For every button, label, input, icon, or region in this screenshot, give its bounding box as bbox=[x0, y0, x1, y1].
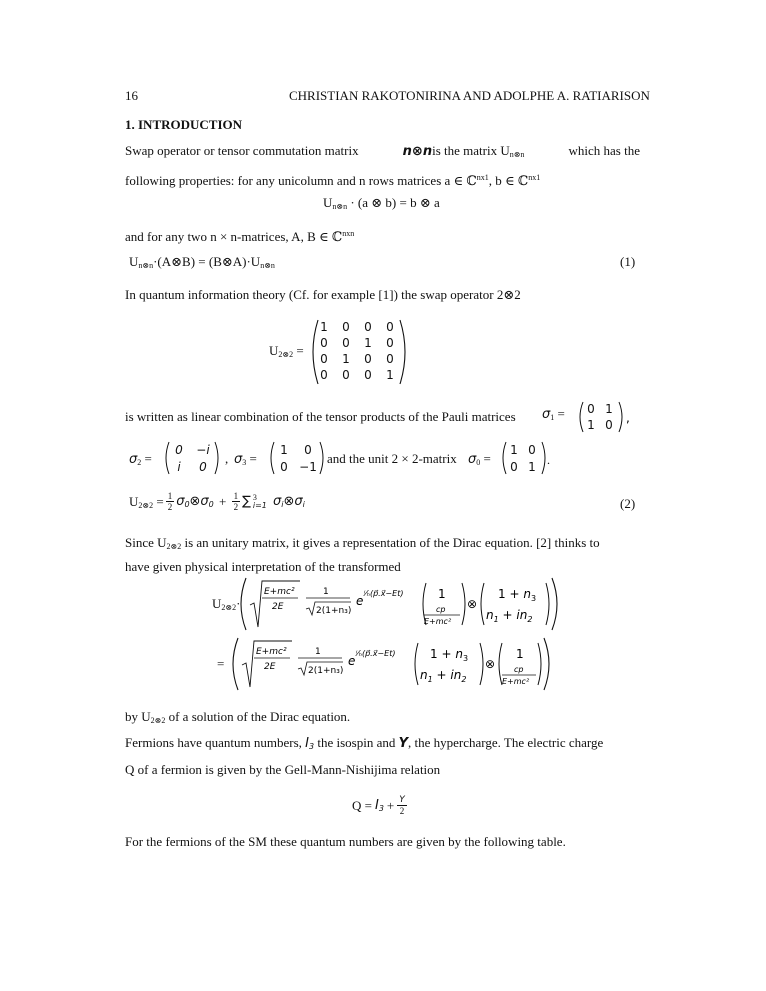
p2-sup: nxn bbox=[342, 229, 355, 238]
svg-text:e: e bbox=[348, 654, 356, 668]
paragraph-3: In quantum information theory (Cf. for example [1]) the swap operator 2⊗2 bbox=[125, 287, 521, 302]
matrix-cell: 0 bbox=[320, 368, 328, 382]
svg-text:1: 1 bbox=[315, 647, 321, 657]
p5-a: Since U bbox=[125, 535, 167, 550]
matrix-cell: 0 bbox=[605, 418, 613, 432]
svg-text:1 + n3: $1 + n_3$ bbox=[498, 587, 537, 603]
page-number: 16 bbox=[125, 88, 138, 103]
svg-text:E+mc²: E+mc² bbox=[424, 617, 452, 626]
svg-text:cp: cp bbox=[514, 665, 524, 674]
u22-sub: 2⊗2 bbox=[278, 350, 294, 359]
matrix-cell: 0 bbox=[510, 460, 518, 474]
matrix-cell: 0 bbox=[386, 336, 394, 350]
gell-mann-nishijima-equation: Q = $I_3$ + $\frac{Y}{2}$ bbox=[352, 795, 405, 816]
paragraph-5-line-2: have given physical interpretation of the transformed bbox=[125, 559, 401, 574]
u22-eq: = bbox=[293, 343, 304, 358]
matrix-cell: 0 bbox=[280, 460, 288, 474]
p1-text-b: is the matrix U bbox=[432, 143, 510, 158]
matrix-cell: 0 bbox=[342, 320, 350, 334]
p1-math: n⊗n bbox=[402, 144, 433, 159]
equation-swap-property bbox=[323, 195, 440, 211]
p1-line2-mid: , b ∈ ℂ bbox=[488, 173, 529, 188]
eq1-body: ·(A⊗B) = (B⊗A)·U bbox=[153, 254, 261, 269]
matrix-cell: 0 bbox=[199, 460, 207, 474]
equation-2-number: (2) bbox=[620, 496, 636, 511]
running-title: CHRISTIAN RAKOTONIRINA AND ADOLPHE A. RATIARISON bbox=[289, 88, 650, 103]
matrix-cell: 0 bbox=[364, 320, 372, 334]
svg-text:1: 1 bbox=[516, 647, 524, 661]
matrix-cell: 0 bbox=[587, 402, 595, 416]
p7-b: the isospin and bbox=[317, 735, 396, 750]
matrix-cell: 1 bbox=[280, 443, 288, 457]
svg-text:.: . bbox=[547, 453, 550, 467]
p1-sup2: nx1 bbox=[528, 173, 541, 182]
svg-text:2E: 2E bbox=[272, 602, 284, 612]
eq0-u: U bbox=[323, 195, 333, 210]
matrix-cell: 0 bbox=[342, 368, 350, 382]
svg-text:,: , bbox=[626, 411, 630, 425]
p1-text-a: Swap operator or tensor commutation matrix bbox=[125, 143, 359, 158]
matrix-cell: 1 bbox=[528, 460, 536, 474]
p1-text-c: which has the bbox=[568, 143, 640, 158]
paragraph-1-line-1 bbox=[125, 143, 640, 159]
dirac-equation-line-1 bbox=[238, 575, 568, 633]
eq0-sub: n⊗n bbox=[332, 202, 348, 211]
p7-c: , the hypercharge. The electric charge bbox=[408, 735, 604, 750]
p5-sub: 2⊗2 bbox=[166, 542, 182, 551]
svg-text:1 + n3: $1 + n_3$ bbox=[430, 647, 469, 663]
paragraph-8: Q of a fermion is given by the Gell-Mann-Nishijima relation bbox=[125, 762, 441, 777]
svg-text:E+mc²: E+mc² bbox=[256, 647, 287, 657]
matrix-cell: 1 bbox=[587, 418, 595, 432]
paragraph-9: For the fermions of the SM these quantum numbers are given by the following table. bbox=[125, 834, 566, 849]
u22-matrix bbox=[310, 318, 410, 386]
svg-text:n1 + in2: $n_1 + in_2$ bbox=[420, 668, 467, 684]
p1-line2-text: following properties: for any unicolumn and n rows matrices a ∈ ℂ bbox=[125, 173, 477, 188]
paragraph-5-line-1 bbox=[125, 535, 640, 551]
svg-text:e: e bbox=[356, 594, 364, 608]
svg-text:⊗: ⊗ bbox=[467, 597, 478, 611]
u22-u: U bbox=[269, 343, 279, 358]
svg-text:ⁱ⁄ₕ(p⃗.x⃗−Et): ⁱ⁄ₕ(p⃗.x⃗−Et) bbox=[364, 589, 404, 598]
sigma1-label: $\sigma_1$ = bbox=[542, 406, 565, 422]
matrix-cell: 1 bbox=[510, 443, 518, 457]
sigma0-matrix bbox=[500, 440, 552, 476]
sigma3-matrix bbox=[268, 440, 326, 476]
paragraph-7 bbox=[125, 735, 603, 751]
section-title: 1. INTRODUCTION bbox=[125, 117, 243, 132]
matrix-cell: −i bbox=[196, 443, 210, 457]
svg-text:⊗: ⊗ bbox=[485, 657, 496, 671]
sigma1-matrix bbox=[577, 400, 629, 434]
matrix-cell: 0 bbox=[386, 352, 394, 366]
matrix-cell: i bbox=[177, 460, 181, 474]
p6-a: by U bbox=[125, 709, 151, 724]
matrix-cell: 1 bbox=[364, 336, 372, 350]
matrix-cell: 0 bbox=[320, 336, 328, 350]
paragraph-6 bbox=[125, 709, 350, 725]
matrix-cell: 1 bbox=[386, 368, 394, 382]
matrix-cell: 0 bbox=[320, 352, 328, 366]
p1-sup1: nx1 bbox=[476, 173, 489, 182]
matrix-cell: 1 bbox=[342, 352, 350, 366]
hypercharge-symbol: Y bbox=[398, 736, 409, 751]
paragraph-4: is written as linear combination of the tensor products of the Pauli matrices bbox=[125, 409, 516, 424]
svg-text:2E: 2E bbox=[264, 662, 276, 672]
unit-matrix-text: and the unit 2 × 2-matrix bbox=[327, 451, 457, 466]
p2-text: and for any two n × n-matrices, A, B ∈ ℂ bbox=[125, 229, 343, 244]
svg-text:cp: cp bbox=[436, 605, 446, 614]
sigma3-label: $\sigma_3$ = bbox=[234, 451, 257, 467]
eq1-u: U bbox=[129, 254, 139, 269]
matrix-cell: 0 bbox=[342, 336, 350, 350]
p7-a: Fermions have quantum numbers, bbox=[125, 735, 302, 750]
svg-text:n1 + in2: $n_1 + in_2$ bbox=[486, 608, 533, 624]
matrix-cell: 0 bbox=[364, 352, 372, 366]
equation-1 bbox=[129, 254, 275, 270]
svg-text:1: 1 bbox=[438, 587, 446, 601]
eq1-sub2: n⊗n bbox=[260, 261, 275, 270]
p6-sub: 2⊗2 bbox=[150, 716, 166, 725]
equation-2: $U_{2\otimes 2}$ = $\frac{1}{2}$ $\sigma_0\otimes\sigma_0$ + $\frac{1}{2}$ ∑ 3 i=1 $\sigma_i\otimes\sigma_i$ bbox=[129, 491, 305, 512]
matrix-cell: 0 bbox=[175, 443, 183, 457]
sigma2-matrix bbox=[163, 440, 223, 476]
matrix-cell: 0 bbox=[386, 320, 394, 334]
p5-b: is an unitary matrix, it gives a representation of the Dirac equation. [2] thinks to bbox=[181, 535, 600, 550]
svg-text:2(1+n₃): 2(1+n₃) bbox=[308, 666, 344, 676]
matrix-cell: 0 bbox=[304, 443, 312, 457]
eq0-rest: · (a ⊗ b) = b ⊗ a bbox=[347, 195, 440, 210]
u22-label bbox=[269, 343, 304, 359]
dirac-eq-label: $U_{2\otimes 2}\cdot$ bbox=[212, 596, 241, 612]
matrix-cell: 0 bbox=[364, 368, 372, 382]
paragraph-1-line-2 bbox=[125, 173, 540, 189]
svg-text:E+mc²: E+mc² bbox=[502, 677, 530, 686]
matrix-cell: 1 bbox=[320, 320, 328, 334]
svg-text:2(1+n₃): 2(1+n₃) bbox=[316, 606, 352, 616]
sigma0-label: $\sigma_0$ = bbox=[468, 451, 491, 467]
svg-text:E+mc²: E+mc² bbox=[264, 587, 295, 597]
svg-text:1: 1 bbox=[323, 587, 329, 597]
matrix-cell: −1 bbox=[299, 460, 317, 474]
comma-1: , bbox=[225, 451, 229, 466]
isospin-symbol: $I_3$ bbox=[305, 736, 315, 751]
q-eq-label: Q = bbox=[352, 797, 372, 813]
dirac-eq2-equals: = bbox=[217, 656, 225, 671]
p1-subscript: n⊗n bbox=[509, 150, 525, 159]
p6-b: of a solution of the Dirac equation. bbox=[165, 709, 351, 724]
equation-1-number: (1) bbox=[620, 254, 636, 269]
matrix-cell: 1 bbox=[605, 402, 613, 416]
paragraph-2 bbox=[125, 229, 354, 245]
eq1-sub1: n⊗n bbox=[138, 261, 154, 270]
svg-text:ⁱ⁄ₕ(p⃗.x⃗−Et): ⁱ⁄ₕ(p⃗.x⃗−Et) bbox=[356, 649, 396, 658]
dirac-equation-line-2 bbox=[230, 635, 560, 693]
matrix-cell: 0 bbox=[528, 443, 536, 457]
sigma2-label: $\sigma_2$ = bbox=[129, 451, 152, 467]
